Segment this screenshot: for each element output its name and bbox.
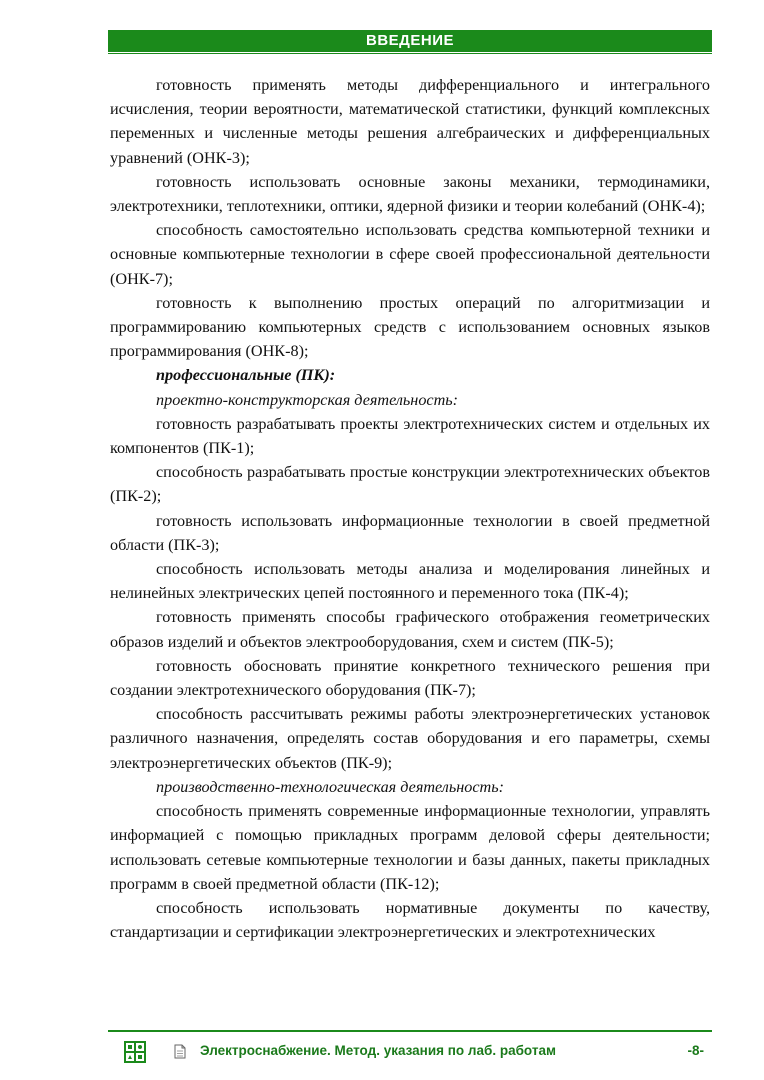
- page-body: [110, 73, 710, 944]
- body-paragraph: готовность к выполнению простых операций по алгоритмизации и программированию компьютерных средств с использованием основных языков программирования (ОНК-8);: [110, 293, 710, 361]
- body-paragraph: готовность применять методы дифференциального и интегрального исчисления, теории вероятности, математической статистики, функций комплексных переменных и численные методы решения алгебраических и дифференциальных уравнений (ОНК-3);: [110, 76, 710, 167]
- body-paragraph: готовность применять способы графического отображения геометрических образов изделий и объектов электрооборудования, схем и систем (ПК-5);: [110, 608, 710, 651]
- footer-divider: [108, 1030, 712, 1032]
- activity-heading: проектно-конструкторская деятельность:: [156, 390, 459, 409]
- activity-heading: производственно-технологическая деятельность:: [156, 777, 504, 796]
- body-paragraph: готовность разрабатывать проекты электротехнических систем и отдельных их компонентов (ПК-1);: [110, 414, 710, 458]
- body-paragraph: способность использовать методы анализа и моделирования линейных и нелинейных электрических цепей постоянного и переменного тока (ПК-4);: [110, 560, 710, 603]
- document-icon[interactable]: [174, 1044, 186, 1059]
- page-footer: [108, 1040, 712, 1064]
- header-underline: [108, 53, 712, 54]
- body-paragraph: готовность обосновать принятие конкретного технического решения при создании электротехнического оборудования (ПК-7);: [110, 656, 710, 700]
- body-paragraph: способность применять современные информационные технологии, управлять информацией с помощью прикладных программ деловой сферы деятельности; использовать сетевые компьютерные технологии и базы данных, пакеты прикладных программ в своей предметной области (ПК-12);: [110, 802, 710, 893]
- subsection-heading: профессиональные (ПК):: [156, 366, 336, 385]
- footer-title: Электроснабжение. Метод. указания по лаб. работам: [200, 1043, 556, 1058]
- body-paragraph: готовность использовать информационные технологии в своей предметной области (ПК-3);: [110, 511, 710, 554]
- body-paragraph: способность использовать нормативные документы по качеству, стандартизации и сертификации электроэнергетических и электротехнических: [110, 898, 710, 942]
- university-logo-icon[interactable]: [124, 1041, 146, 1063]
- section-header: ВВЕДЕНИЕ: [108, 30, 712, 52]
- body-paragraph: способность разрабатывать простые конструкции электротехнических объектов (ПК-2);: [110, 463, 710, 506]
- page-number: -8-: [687, 1043, 704, 1058]
- body-paragraph: готовность использовать основные законы механики, термодинамики, электротехники, теплотехники, оптики, ядерной физики и теории колебаний (ОНК-4);: [110, 172, 710, 216]
- body-paragraph: способность самостоятельно использовать средства компьютерной техники и основные компьютерные технологии в сфере своей профессиональной деятельности (ОНК-7);: [110, 221, 710, 288]
- body-paragraph: способность рассчитывать режимы работы электроэнергетических установок различного назначения, определять состав оборудования и его параметры, схемы электроэнергетических объектов (ПК-9);: [110, 705, 710, 772]
